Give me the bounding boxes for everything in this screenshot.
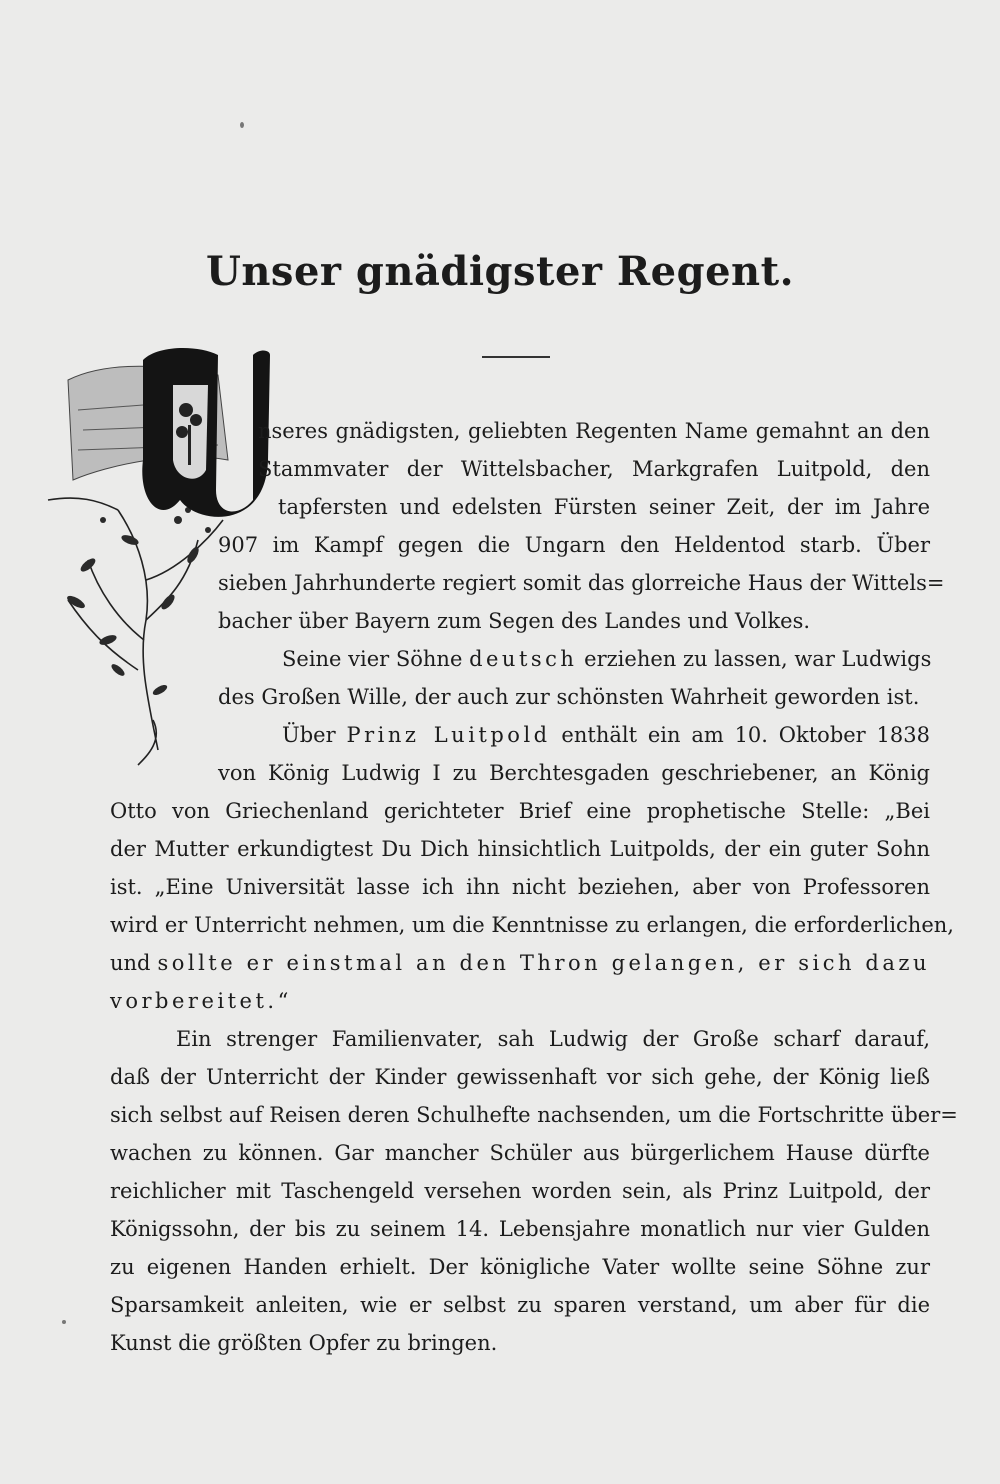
text-segment: wird er Unterricht nehmen, um die Kenntnisse zu erlangen, die erforderlichen, [110, 913, 954, 937]
initial-letter: U [48, 325, 62, 344]
text-segment: Kunst die größten Opfer zu bringen. [110, 1331, 498, 1355]
text-segment: tapfersten und edelsten Fürsten seiner Zeit, der im Jahre [278, 495, 930, 519]
text-segment: Otto von Griechenland gerichteter Brief eine prophetische Stelle: „Bei [110, 799, 930, 823]
text-segment: Sparsamkeit anleiten, wie er selbst zu sparen verstand, um aber für die [110, 1293, 930, 1317]
text-line [218, 602, 930, 640]
spaced-text: sollte er einstmal an den Thron gelangen, er sich dazu [157, 951, 930, 975]
text-segment: sieben Jahrhunderte regiert somit das glorreiche Haus der Wittels= [218, 571, 945, 595]
text-line [282, 716, 930, 754]
text-segment: wachen zu können. Gar mancher Schüler aus bürgerlichem Hause dürfte [110, 1141, 930, 1165]
text-segment: 907 im Kampf gegen die Ungarn den Heldentod starb. Über [218, 533, 930, 557]
text-line [282, 640, 930, 678]
text-line [110, 1324, 560, 1362]
text-segment: enthält ein am 10. Oktober 1838 [550, 723, 930, 747]
text-segment: der Mutter erkundigtest Du Dich hinsichtlich Luitpolds, der ein guter Sohn [110, 837, 930, 861]
print-speck [62, 1320, 66, 1324]
text-line [110, 982, 380, 1020]
spaced-text: vorbereitet.“ [110, 989, 292, 1013]
text-segment: ist. „Eine Universität lasse ich ihn nicht beziehen, aber von Professoren [110, 875, 930, 899]
text-line [110, 1210, 930, 1248]
text-segment: Über [282, 723, 347, 747]
text-segment: zu eigenen Handen erhielt. Der königliche Vater wollte seine Söhne zur [110, 1255, 930, 1279]
text-line [110, 1058, 930, 1096]
text-line [218, 564, 945, 602]
text-segment: Seine vier Söhne [282, 647, 470, 671]
text-segment: daß der Unterricht der Kinder gewissenhaft vor sich gehe, der König ließ [110, 1065, 930, 1089]
text-line [110, 868, 930, 906]
text-line [110, 792, 930, 830]
print-speck [240, 122, 244, 128]
text-segment: Königssohn, der bis zu seinem 14. Lebensjahre monatlich nur vier Gulden [110, 1217, 930, 1241]
text-segment: erziehen zu lassen, war Ludwigs [577, 647, 932, 671]
text-segment: und [110, 951, 158, 975]
title-divider [482, 356, 550, 358]
spaced-text: Prinz Luitpold [346, 723, 551, 747]
text-line [258, 412, 930, 450]
text-line [110, 1172, 930, 1210]
text-segment: von König Ludwig I zu Berchtesgaden geschriebener, an König [218, 761, 930, 785]
text-line [218, 754, 930, 792]
text-segment: des Großen Wille, der auch zur schönsten Wahrheit geworden ist. [218, 685, 920, 709]
text-line [218, 526, 930, 564]
text-segment: nseres gnädigsten, geliebten Regenten Name gemahnt an den [258, 419, 930, 443]
text-segment: bacher über Bayern zum Segen des Landes und Volkes. [218, 609, 811, 633]
spaced-text: deutsch [469, 647, 578, 671]
text-line [258, 450, 930, 488]
text-line [218, 678, 930, 716]
text-segment: sich selbst auf Reisen deren Schulhefte nachsenden, um die Fortschritte über= [110, 1103, 958, 1127]
text-line [110, 1286, 930, 1324]
text-segment: Ein strenger Familienvater, sah Ludwig der Große scharf darauf, [176, 1027, 930, 1051]
text-line [110, 1248, 930, 1286]
text-line [278, 488, 930, 526]
text-segment: Stammvater der Wittelsbacher, Markgrafen Luitpold, den [258, 457, 930, 481]
text-line [110, 906, 954, 944]
text-segment: reichlicher mit Taschengeld versehen worden sein, als Prinz Luitpold, der [110, 1179, 930, 1203]
text-line [110, 1096, 958, 1134]
text-line [110, 944, 930, 982]
text-line [110, 830, 930, 868]
page-title: Unser gnädigster Regent. [205, 248, 795, 295]
text-line [176, 1020, 930, 1058]
text-line [110, 1134, 930, 1172]
